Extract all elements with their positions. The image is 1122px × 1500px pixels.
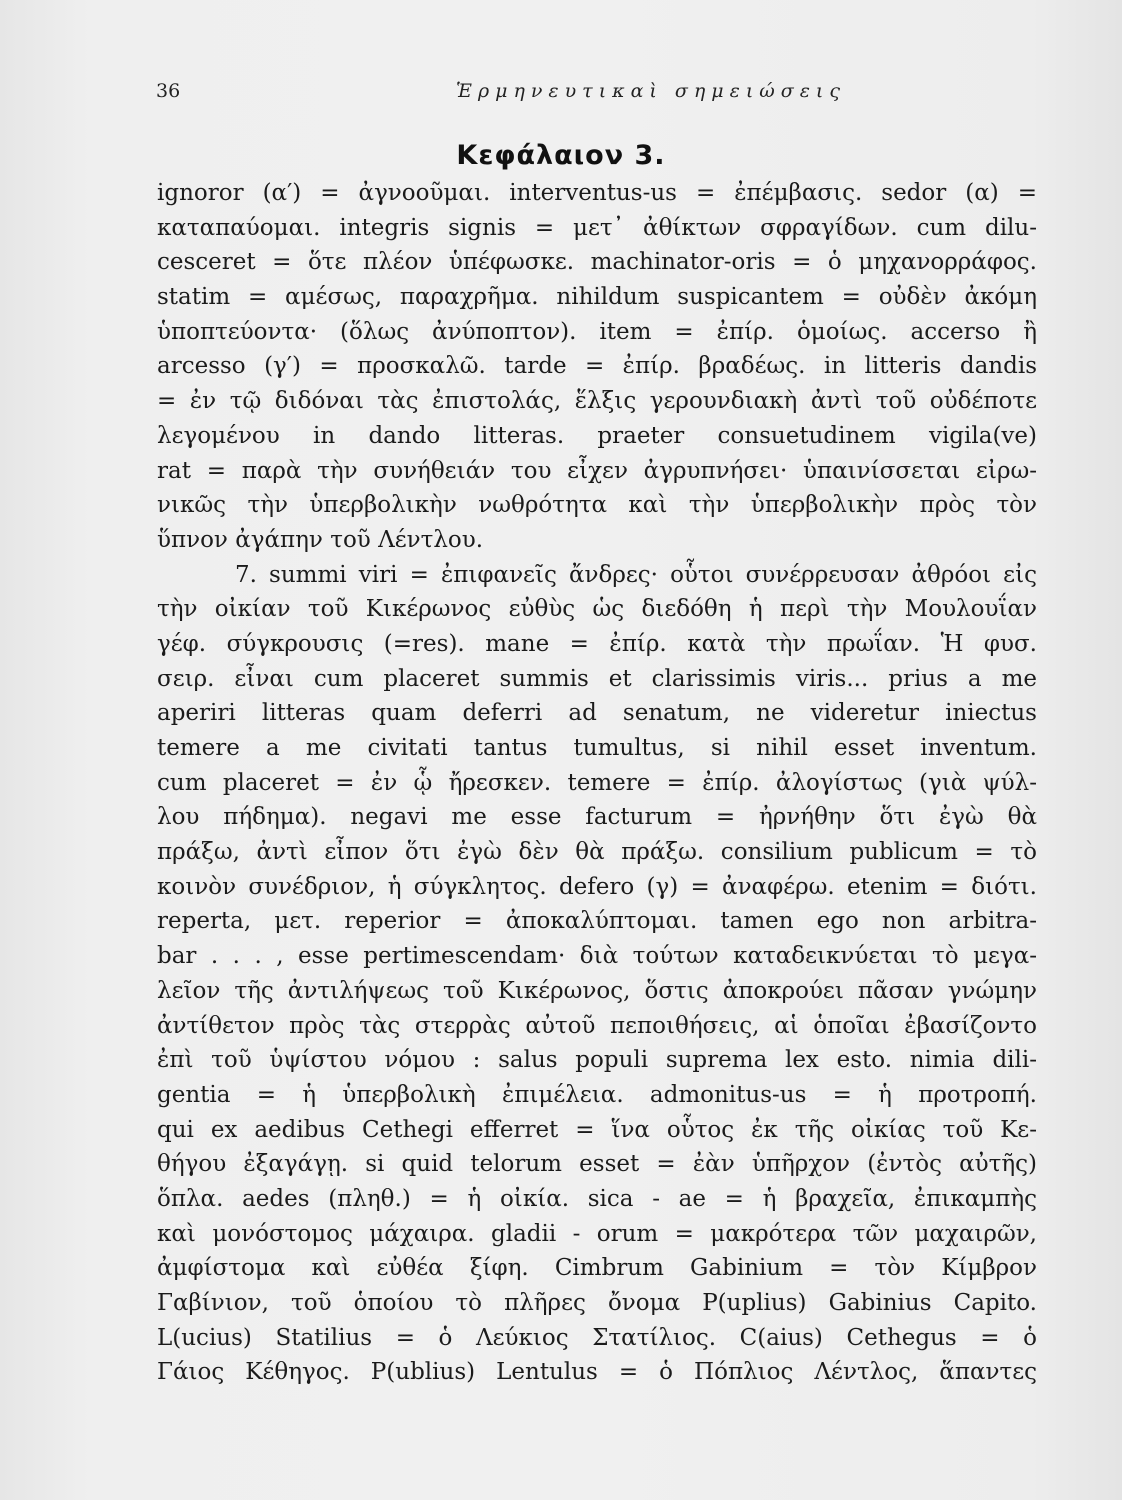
text-line: θήγου ἐξαγάγῃ. si quid telorum esset = ἐὰν ὑπῆρχον (ἐντὸς αὐτῆς) <box>157 1151 1037 1178</box>
text-line: ἐπὶ τοῦ ὑψίστου νόμου : salus populi suprema lex esto. nimia dili- <box>157 1047 1037 1074</box>
text-line: cesceret = ὅτε πλέον ὑπέφωσκε. machinator-oris = ὁ μηχανορράφος. <box>157 249 1037 276</box>
text-line: gentia = ἡ ὑπερβολικὴ ἐπιμέλεια. admonitus-us = ἡ προτροπή. <box>157 1081 1037 1108</box>
text-line: καὶ μονόστομος μάχαιρα. gladii - orum = μακρότερα τῶν μαχαιρῶν, <box>157 1220 1037 1247</box>
text-line: κοινὸν συνέδριον, ἡ σύγκλητος. defero (γ) = ἀναφέρω. etenim = διότι. <box>157 873 1037 900</box>
running-title: Ἑρμηνευτικαὶ σημειώσεις <box>456 80 847 102</box>
text-line: καταπαύομαι. integris signis = μετ᾽ ἀθίκτων σφραγίδων. cum dilu- <box>157 214 1037 241</box>
text-line: νικῶς τὴν ὑπερβολικὴν νωθρότητα καὶ τὴν ὑπερβολικὴν πρὸς τὸν <box>157 492 1037 519</box>
text-line: λεῖον τῆς ἀντιλήψεως τοῦ Κικέρωνος, ὅστις ἀποκρούει πᾶσαν γνώμην <box>157 977 1037 1004</box>
text-line: = ἐν τῷ διδόναι τὰς ἐπιστολάς, ἕλξις γερουνδιακὴ ἀντὶ τοῦ οὐδέποτε <box>157 388 1037 415</box>
text-line: ὅπλα. aedes (πληθ.) = ἡ οἰκία. sica - ae = ἡ βραχεῖα, ἐπικαμπὴς <box>157 1185 1037 1212</box>
text-line: reperta, μετ. reperior = ἀποκαλύπτομαι. tamen ego non arbitra- <box>157 908 1037 935</box>
text-line: bar . . . , esse pertimescendam· διὰ τούτων καταδεικνύεται τὸ μεγα- <box>157 943 1037 970</box>
text-line: L(ucius) Statilius = ὁ Λεύκιος Στατίλιος. C(aius) Cethegus = ὁ <box>157 1324 1037 1351</box>
page-number: 36 <box>156 80 181 102</box>
text-line: temere a me civitati tantus tumultus, si nihil esset inventum. <box>157 735 1037 761</box>
text-line: rat = παρὰ τὴν συνήθειάν του εἶχεν ἀγρυπνήσει· ὑπαινίσσεται εἰρω- <box>157 457 1037 484</box>
text-line: ὕπνον ἀγάπην τοῦ Λέντλου. <box>157 526 484 553</box>
text-line: cum placeret = ἐν ᾧ ἤρεσκεν. temere = ἐπίρ. ἀλογίστως (γιὰ ψύλ- <box>157 769 1037 796</box>
chapter-title: Κεφάλαιον 3. <box>456 140 666 171</box>
text-line: arcesso (γ′) = προσκαλῶ. tarde = ἐπίρ. βραδέως. in litteris dandis <box>157 353 1037 380</box>
text-line: ὑποπτεύοντα· (ὅλως ἀνύποπτον). item = ἐπίρ. ὁμοίως. accerso ἢ <box>157 318 1037 345</box>
text-line: λου πήδημα). negavi me esse facturum = ἠρνήθην ὅτι ἐγὼ θὰ <box>157 804 1037 831</box>
text-line: Γάιος Κέθηγος. P(ublius) Lentulus = ὁ Πόπλιος Λέντλος, ἅπαντες <box>157 1359 1037 1386</box>
text-line: πράξω, ἀντὶ εἶπον ὅτι ἐγὼ δὲν θὰ πράξω. consilium publicum = τὸ <box>157 839 1037 866</box>
text-line: τὴν οἰκίαν τοῦ Κικέρωνος εὐθὺς ὡς διεδόθη ἡ περὶ τὴν Μουλουΐαν <box>157 596 1037 623</box>
text-line: aperiri litteras quam deferri ad senatum, ne videretur iniectus <box>157 700 1037 727</box>
body-text <box>157 176 1037 1390</box>
text-line: γέφ. σύγκρουσις (=res). mane = ἐπίρ. κατὰ τὴν πρωΐαν. Ἡ φυσ. <box>157 630 1037 657</box>
text-line: 7. summi viri = ἐπιφανεῖς ἄνδρες· οὗτοι συνέρρευσαν ἀθρόοι εἰς <box>235 561 1037 588</box>
text-line: ignoror (α′) = ἀγνοοῦμαι. interventus-us = ἐπέμβασις. sedor (α) = <box>157 180 1037 206</box>
text-line: ἀμφίστομα καὶ εὐθέα ξίφη. Cimbrum Gabinium = τὸν Κίμβρον <box>157 1255 1037 1282</box>
text-line: σειρ. εἶναι cum placeret summis et clarissimis viris... prius a me <box>157 665 1037 692</box>
text-line: qui ex aedibus Cethegi efferret = ἵνα οὗτος ἐκ τῆς οἰκίας τοῦ Κε- <box>157 1116 1037 1143</box>
text-line: ἀντίθετον πρὸς τὰς στερρὰς αὐτοῦ πεποιθήσεις, αἱ ὁποῖαι ἐβασίζοντο <box>157 1012 1037 1039</box>
text-line: Γαβίνιον, τοῦ ὁποίου τὸ πλῆρες ὄνομα P(uplius) Gabinius Capito. <box>157 1290 1037 1316</box>
text-line: λεγομένου in dando litteras. praeter consuetudinem vigila(ve) <box>157 422 1037 449</box>
text-line: statim = αμέσως, παραχρῆμα. nihildum suspicantem = οὐδὲν ἀκόμη <box>157 284 1037 311</box>
running-head <box>156 76 1036 106</box>
